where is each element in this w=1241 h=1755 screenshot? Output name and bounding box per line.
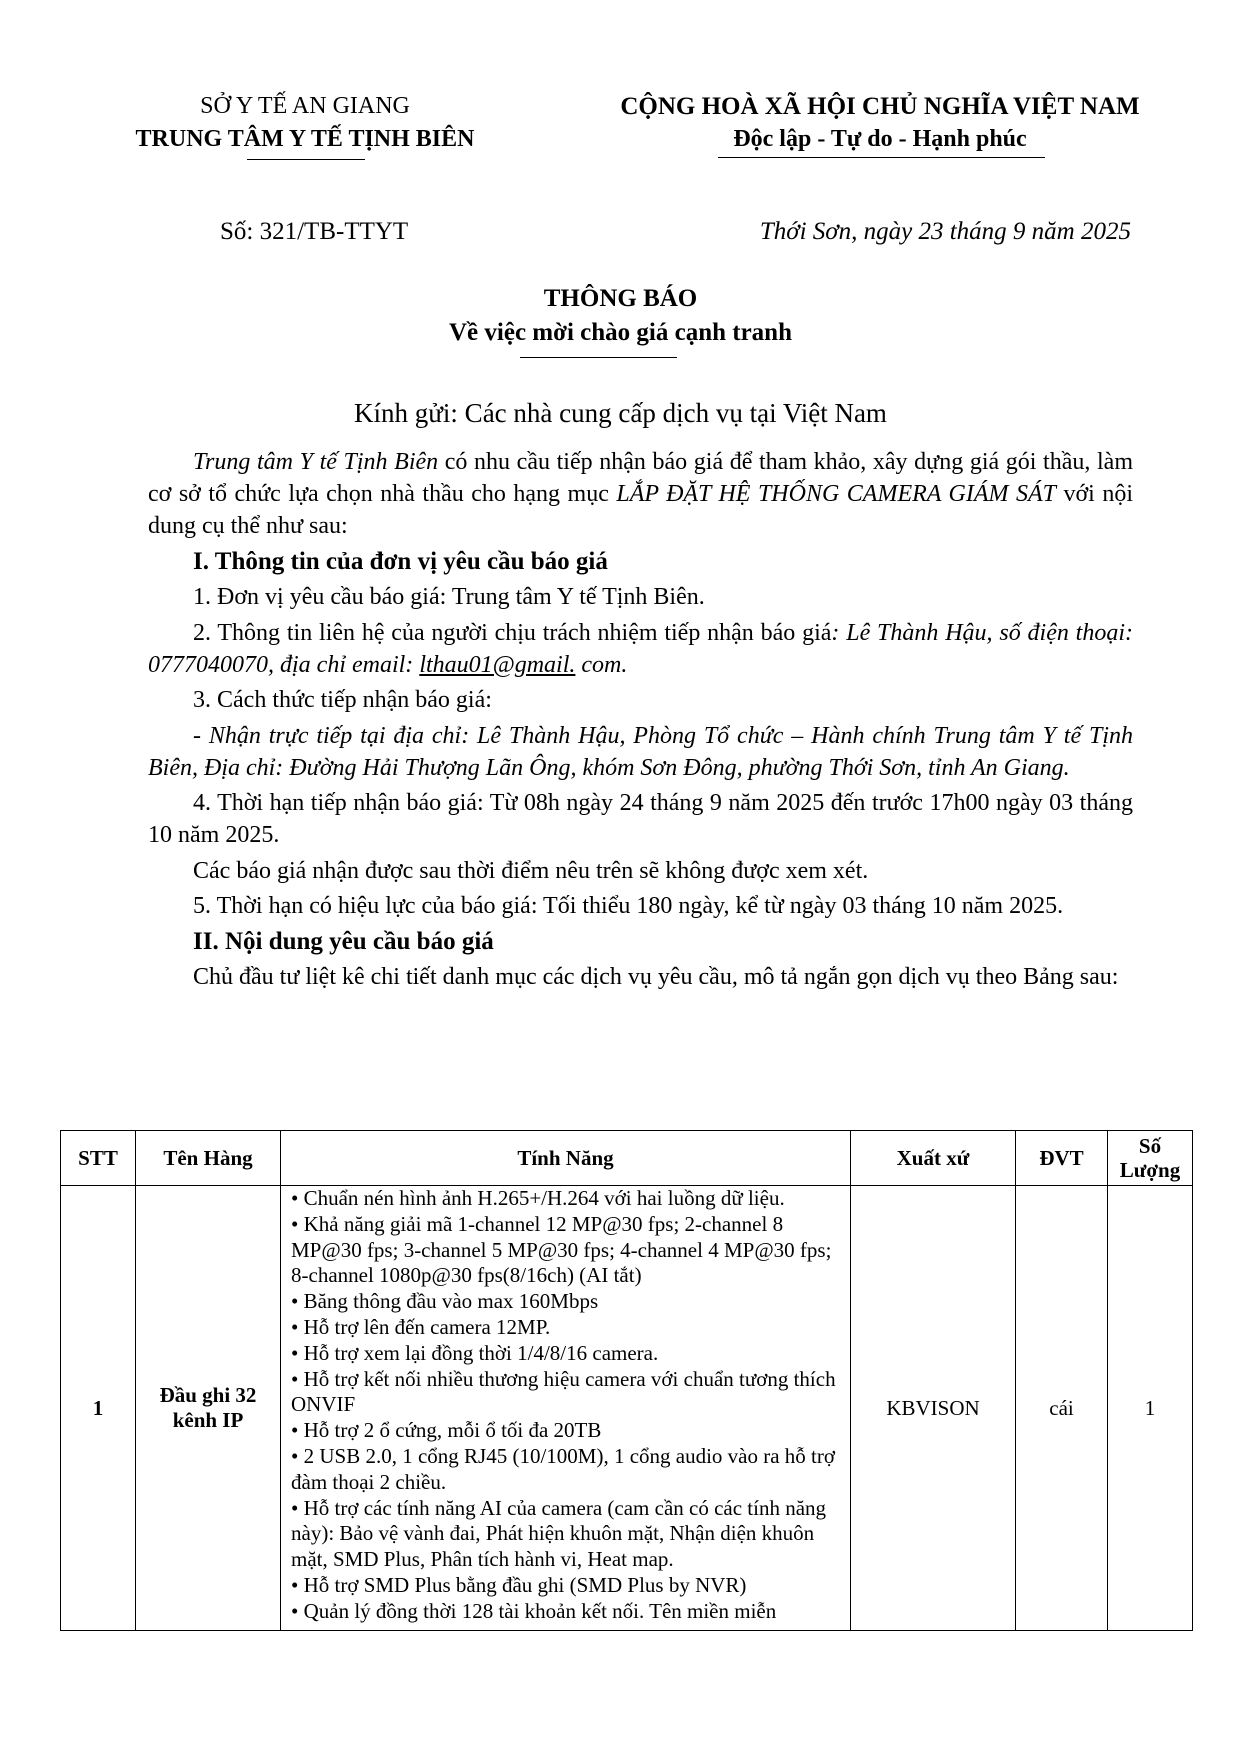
col-header-unit: ĐVT <box>1016 1131 1108 1186</box>
section1-item3-detail: - Nhận trực tiếp tại địa chỉ: Lê Thành Hậu, Phòng Tổ chức – Hành chính Trung tâm Y tế Tịnh Biên, Địa chỉ: Đường Hải Thượng Lãn Ông, khóm Sơn Đông, phường Thới Sơn, tỉnh An Giang. <box>148 722 1133 781</box>
item2-prefix: 2. Thông tin liên hệ của người chịu trách nhiệm tiếp nhận báo giá <box>193 619 832 646</box>
feature-line: • Hỗ trợ SMD Plus bằng đầu ghi (SMD Plus by NVR) <box>291 1572 747 1597</box>
intro-text-1: có nhu cầu tiếp nhận báo giá để tham khảo, xây dựng giá gói thầu, làm cơ sở tổ chức lựa chọn nhà thầu cho hạng mục <box>148 449 1133 507</box>
parent-agency: SỞ Y TẾ AN GIANG <box>200 93 410 119</box>
motto: Độc lập - Tự do - Hạnh phúc <box>733 126 1027 152</box>
col-header-qty: Số Lượng <box>1108 1131 1193 1186</box>
cell-qty: 1 <box>1108 1186 1193 1631</box>
recipient-line: Kính gửi: Các nhà cung cấp dịch vụ tại Việt Nam <box>354 398 887 428</box>
col-header-name: Tên Hàng <box>136 1131 281 1186</box>
item2-email-end: com. <box>575 651 628 678</box>
items-table <box>60 1130 1193 1631</box>
intro-paragraph <box>148 446 1133 542</box>
issuing-agency: TRUNG TÂM Y TẾ TỊNH BIÊN <box>135 126 475 152</box>
section1-item2 <box>148 617 1133 681</box>
table-row <box>61 1186 1193 1631</box>
section1-item5: 5. Thời hạn có hiệu lực của báo giá: Tối thiểu 180 ngày, kể từ ngày 03 tháng 10 năm 2025. <box>193 893 1064 919</box>
national-motto-block <box>590 90 1170 156</box>
section1-item4: 4. Thời hạn tiếp nhận báo giá: Từ 08h ngày 24 tháng 9 năm 2025 đến trước 17h00 ngày 03 tháng 10 năm 2025. <box>148 790 1133 848</box>
contact-email-link[interactable]: lthau01@gmail. <box>419 651 576 678</box>
col-header-features: Tính Năng <box>281 1131 851 1186</box>
subtitle-underline <box>520 357 677 358</box>
section1-heading: I. Thông tin của đơn vị yêu cầu báo giá <box>193 547 608 575</box>
cell-features <box>281 1186 851 1631</box>
intro-text-2: với nội dung cụ thể như sau: <box>148 481 1133 539</box>
intro-org: Trung tâm Y tế Tịnh Biên <box>193 449 439 475</box>
feature-line: • Khả năng giải mã 1-channel 12 MP@30 fps; 2-channel 8 MP@30 fps; 3-channel 5 MP@30 fps; 4-channel 4 MP@30 fps; 8-channel 1080p@30 fps(8/16ch) (AI tắt) <box>291 1211 832 1288</box>
document-subtitle: Về việc mời chào giá cạnh tranh <box>449 319 792 346</box>
cell-origin: KBVISON <box>851 1186 1016 1631</box>
feature-line: • Hỗ trợ các tính năng AI của camera (cam cần có các tính năng này): Bảo vệ vành đai, Phát hiện khuôn mặt, Nhận diện khuôn mặt, SMD Plus, Phân tích hành vi, Heat map. <box>291 1495 827 1572</box>
feature-line: • Hỗ trợ 2 ổ cứng, mỗi ổ tối đa 20TB <box>291 1418 602 1443</box>
item2-contact: : Lê Thành Hậu, số điện thoại: 0777040070, địa chỉ email: <box>148 619 1133 678</box>
col-header-origin: Xuất xứ <box>851 1131 1016 1186</box>
motto-underline <box>718 157 1045 158</box>
date-place: Thới Sơn, ngày 23 tháng 9 năm 2025 <box>759 218 1131 245</box>
feature-line: • 2 USB 2.0, 1 cổng RJ45 (10/100M), 1 cổng audio vào ra hỗ trợ đàm thoại 2 chiều. <box>291 1443 835 1494</box>
feature-line: • Hỗ trợ kết nối nhiều thương hiệu camera với chuẩn tương thích ONVIF <box>291 1366 836 1417</box>
document-title-block <box>0 282 1241 350</box>
cell-name: Đầu ghi 32 kênh IP <box>136 1186 281 1631</box>
document-body <box>148 446 1133 997</box>
feature-line: • Hỗ trợ lên đến camera 12MP. <box>291 1314 551 1339</box>
feature-line: • Băng thông đầu vào max 160Mbps <box>291 1289 599 1314</box>
section2-intro: Chủ đầu tư liệt kê chi tiết danh mục các dịch vụ yêu cầu, mô tả ngắn gọn dịch vụ theo Bảng sau: <box>193 964 1119 990</box>
document-title: THÔNG BÁO <box>543 285 698 312</box>
feature-line: • Hỗ trợ xem lại đồng thời 1/4/8/16 camera. <box>291 1340 659 1365</box>
cell-stt: 1 <box>61 1186 136 1631</box>
document-number: Số: 321/TB-TTYT <box>220 218 409 245</box>
feature-line: • Chuẩn nén hình ảnh H.265+/H.264 với hai luồng dữ liệu. <box>291 1186 785 1210</box>
section1-item4-note: Các báo giá nhận được sau thời điểm nêu trên sẽ không được xem xét. <box>193 857 869 884</box>
table-header-row <box>61 1131 1193 1186</box>
section1-item1: 1. Đơn vị yêu cầu báo giá: Trung tâm Y tế Tịnh Biên. <box>193 584 705 610</box>
cell-unit: cái <box>1016 1186 1108 1631</box>
country-name: CỘNG HOÀ XÃ HỘI CHỦ NGHĨA VIỆT NAM <box>620 93 1140 120</box>
issuing-agency-block <box>120 90 490 156</box>
feature-line: • Quản lý đồng thời 128 tài khoản kết nối. Tên miền miễn <box>291 1598 777 1623</box>
agency-underline <box>247 159 365 160</box>
section1-item3: 3. Cách thức tiếp nhận báo giá: <box>193 687 492 713</box>
section2-heading: II. Nội dung yêu cầu báo giá <box>193 927 494 955</box>
col-header-stt: STT <box>61 1131 136 1186</box>
intro-project: LẮP ĐẶT HỆ THỐNG CAMERA GIÁM SÁT <box>616 481 1056 507</box>
